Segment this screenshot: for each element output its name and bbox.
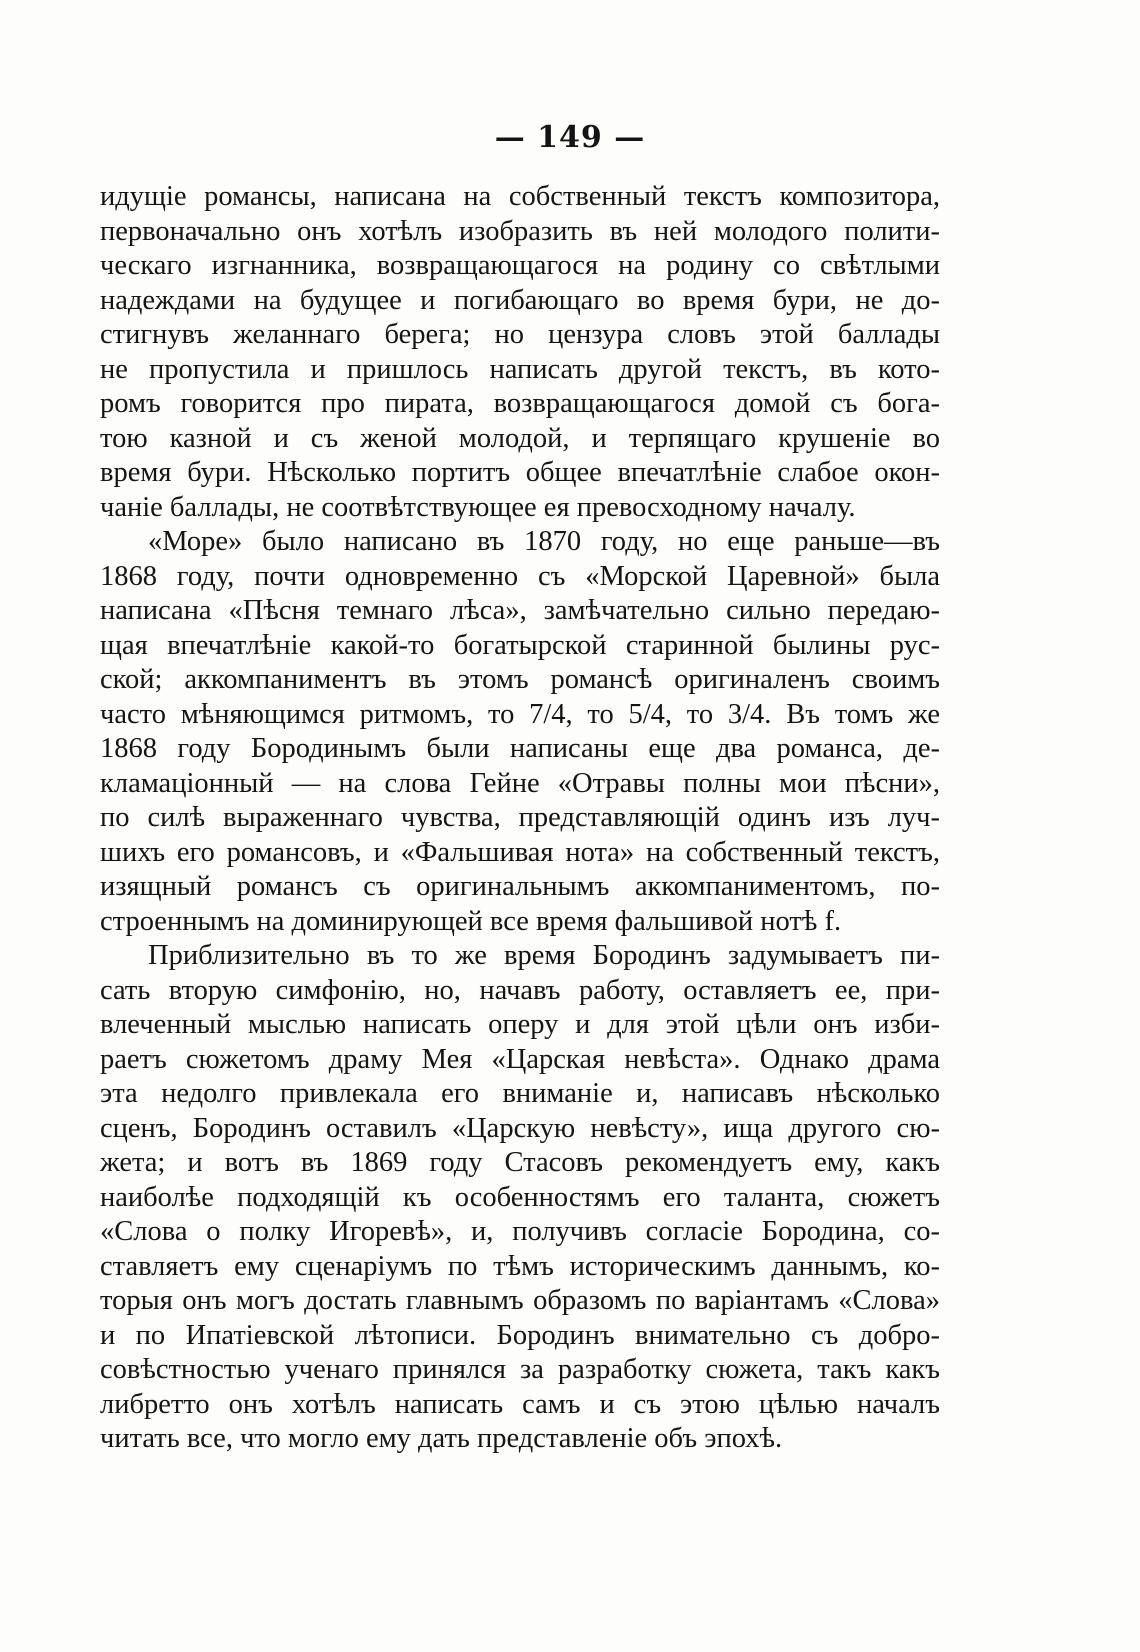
text-line: «Море» было написано въ 1870 году, но еще раньше—въ bbox=[148, 526, 940, 557]
text-line: ской; аккомпаниментъ въ этомъ романсѣ оригиналенъ своимъ bbox=[100, 664, 940, 695]
text-line: либретто онъ хотѣлъ написать самъ и съ этою цѣлью началъ bbox=[100, 1388, 940, 1420]
paragraph-2 bbox=[100, 525, 940, 939]
text-line: 1868 году Бородинымъ были написаны еще два романса, де- bbox=[100, 733, 940, 764]
text-line: торыя онъ могъ достать главнымъ образомъ по варіантамъ «Слова» bbox=[100, 1285, 940, 1316]
text-line: надеждами на будущее и погибающаго во время бури, не до- bbox=[100, 284, 940, 316]
text-line: ставляетъ ему сценаріумъ по тѣмъ историческимъ даннымъ, ко- bbox=[100, 1250, 940, 1282]
paragraph-1 bbox=[100, 180, 940, 525]
text-line: 1868 году, почти одновременно съ «Морской Царевной» была bbox=[100, 560, 940, 592]
text-line: идущіе романсы, написана на собственный текстъ композитора, bbox=[100, 181, 940, 212]
text-line: шихъ его романсовъ, и «Фальшивая нота» на собственный текстъ, bbox=[100, 836, 940, 868]
text-line: жета; и вотъ въ 1869 году Стасовъ рекомендуетъ ему, какъ bbox=[100, 1147, 940, 1178]
text-line: читать все, что могло ему дать представленіе объ эпохѣ. bbox=[100, 1423, 783, 1454]
text-line: сценъ, Бородинъ оставилъ «Царскую невѣсту», ища другого сю- bbox=[100, 1112, 940, 1144]
text-line: тою казной и съ женой молодой, и терпящаго крушеніе во bbox=[100, 422, 940, 454]
text-line: написана «Пѣсня темнаго лѣса», замѣчательно сильно передаю- bbox=[100, 595, 940, 626]
text-line: совѣстностью ученаго принялся за разработку сюжета, такъ какъ bbox=[100, 1354, 940, 1385]
text-line: сать вторую симфонію, но, начавъ работу, оставляетъ ее, при- bbox=[100, 974, 940, 1006]
text-line: время бури. Нѣсколько портитъ общее впечатлѣніе слабое окон- bbox=[100, 457, 940, 488]
body-text bbox=[100, 180, 940, 1457]
text-line: эта недолго привлекала его вниманіе и, написавъ нѣсколько bbox=[100, 1078, 940, 1109]
text-line: часто мѣняющимся ритмомъ, то 7/4, то 5/4, то 3/4. Въ томъ же bbox=[100, 698, 940, 730]
text-line: «Слова о полку Игоревѣ», и, получивъ согласіе Бородина, со- bbox=[100, 1216, 940, 1247]
text-line: и по Ипатіевской лѣтописи. Бородинъ внимательно съ добро- bbox=[100, 1319, 940, 1351]
text-line: строеннымъ на доминирующей все время фальшивой нотѣ f. bbox=[100, 905, 842, 937]
text-line: стигнувъ желаннаго берега; но цензура словъ этой баллады bbox=[100, 319, 940, 350]
text-line: кламаціонный — на слова Гейне «Отравы полны мои пѣсни», bbox=[100, 767, 940, 799]
text-line: ромъ говорится про пирата, возвращающагося домой съ бога- bbox=[100, 388, 940, 419]
text-line: раетъ сюжетомъ драму Мея «Царская невѣста». Однако драма bbox=[100, 1043, 940, 1075]
text-line: изящный романсъ съ оригинальнымъ аккомпаниментомъ, по- bbox=[100, 871, 940, 902]
text-line: не пропустила и пришлось написать другой текстъ, въ кото- bbox=[100, 353, 940, 385]
paragraph-3 bbox=[100, 939, 940, 1457]
text-line: наиболѣе подходящій къ особенностямъ его таланта, сюжетъ bbox=[100, 1181, 940, 1213]
text-line: первоначально онъ хотѣлъ изобразить въ ней молодого полити- bbox=[100, 215, 940, 247]
text-line: по силѣ выраженнаго чувства, представляющій одинъ изъ луч- bbox=[100, 802, 940, 833]
text-line: чаніе баллады, не соотвѣтствующее ея превосходному началу. bbox=[100, 491, 856, 523]
text-line: влеченный мыслью написать оперу и для этой цѣли онъ изби- bbox=[100, 1009, 940, 1040]
text-line: Приблизительно въ то же время Бородинъ задумываетъ пи- bbox=[148, 940, 940, 971]
text-line: ческаго изгнанника, возвращающагося на родину со свѣтлыми bbox=[100, 250, 940, 281]
text-line: щая впечатлѣніе какой-то богатырской старинной былины рус- bbox=[100, 629, 940, 661]
page-number: — 149 — bbox=[494, 120, 646, 155]
